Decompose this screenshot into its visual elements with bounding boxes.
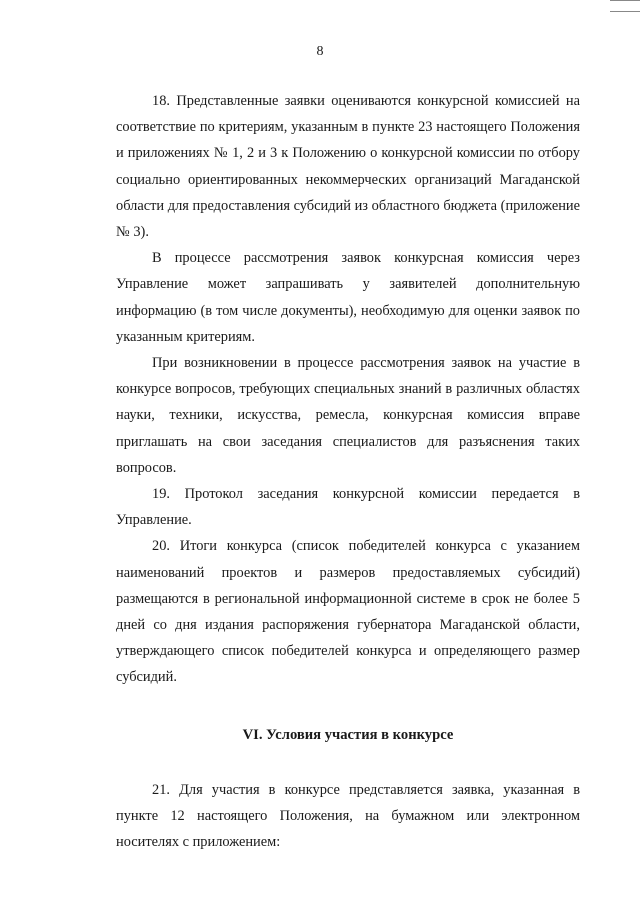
- paragraph-specialists: При возникновении в процессе рассмотрения заявок на участие в конкурсе вопросов, требующих специальных знаний в различных областях науки, техники, искусства, ремесла, конкурсная комиссия вправе приглашать на свои заседания специалистов для разъяснения таких вопросов.: [116, 355, 580, 476]
- corner-scan-mark: [610, 0, 640, 12]
- page-number: 8: [316, 44, 324, 59]
- paragraph-review-requests: В процессе рассмотрения заявок конкурсная комиссия через Управление может запрашивать у заявителей дополнительную информацию (в том числе документы), необходимую для оценки заявок по указанным критериям.: [116, 250, 580, 345]
- paragraph-18: 18. Представленные заявки оцениваются конкурсной комиссией на соответствие по критериям, указанным в пункте 23 настоящего Положения и приложениях № 1, 2 и 3 к Положению о конкурсной комиссии по отбору социально ориентированных некоммерческих организаций Магаданской области для предоставления субсидий из областного бюджета (приложение № 3).: [116, 93, 580, 241]
- paragraph-21: 21. Для участия в конкурсе представляется заявка, указанная в пункте 12 настоящего Положения, на бумажном или электронном носителях с приложением:: [116, 781, 580, 851]
- paragraph-20: 20. Итоги конкурса (список победителей конкурса с указанием наименований проектов и размеров предоставляемых субсидий) размещаются в региональной информационной системе в срок не более 5 дней со дня издания распоряжения губернатора Магаданской области, утверждающего список победителей конкурса и определяющего размер субсидий.: [116, 538, 580, 686]
- paragraph-19: 19. Протокол заседания конкурсной комиссии передается в Управление.: [116, 486, 580, 529]
- document-body: [116, 88, 580, 855]
- section-heading: VI. Условия участия в конкурсе: [242, 726, 454, 743]
